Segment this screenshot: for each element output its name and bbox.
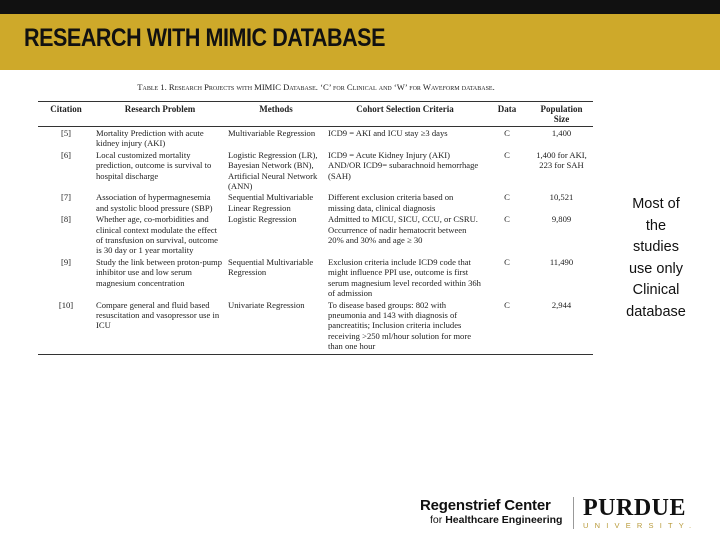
side-note-line: Most of — [632, 196, 680, 212]
cell-cohort-criteria: Exclusion criteria include ICD9 code that might influence PPI use, outcome is first serum magnesium level recorded within 36h of admission — [328, 256, 481, 299]
table-row — [38, 299, 593, 355]
cell-cohort-criteria: ICD9 = Acute Kidney Injury (AKI) AND/OR ICD9= subarachnoid hemorrhage (SAH) — [328, 149, 479, 181]
table-row — [38, 191, 593, 213]
cell-citation: [9] — [60, 256, 72, 267]
side-note-line: Clinical — [632, 282, 680, 299]
table-header-row — [38, 102, 593, 127]
table-row — [38, 149, 593, 192]
cell-research-problem: Whether age, co-morbidities and clinical context modulate the effect of transfusion on survival, outcome is 30 day or 1 year mortality — [96, 214, 218, 256]
table-row — [38, 127, 593, 149]
cell-methods: Multivariable Regression — [228, 128, 316, 138]
side-note-line: use only — [628, 260, 683, 277]
cell-methods: Sequential Multivariable Linear Regression — [228, 192, 314, 213]
cell-data: C — [504, 256, 510, 267]
cell-methods: Logistic Regression — [228, 214, 297, 225]
cell-methods: Sequential Multivariable Regression — [228, 256, 314, 278]
table-caption: Table 1. Research Projects with MIMIC Database. ‘C’ for Clinical and ‘W’ for Waveform database. — [137, 82, 495, 92]
side-note-line: studies — [633, 239, 679, 256]
logo-divider — [573, 497, 574, 529]
regenstrief-logo-line2 — [430, 514, 562, 526]
cell-cohort-criteria: Different exclusion criteria based on missing data, clinical diagnosis — [328, 192, 454, 213]
header-population-size: Population Size — [530, 102, 593, 127]
slide-title: RESEARCH WITH MIMIC DATABASE — [24, 24, 386, 52]
purdue-logo — [583, 495, 697, 530]
side-note-line: database — [626, 303, 686, 320]
cell-population-size: 10,521 — [549, 192, 574, 203]
slide-header — [0, 14, 720, 70]
table-row — [38, 213, 593, 256]
cell-population-size: 11,490 — [549, 256, 574, 267]
cell-citation: [7] — [60, 192, 72, 203]
cell-research-problem: Local customized mortality prediction, outcome is survival to hospital discharge — [96, 149, 212, 181]
cell-data: C — [504, 214, 510, 225]
cell-citation: [5] — [60, 128, 72, 138]
cell-citation: [10] — [38, 299, 94, 355]
cell-cohort-criteria: To disease based groups: 802 with pneumonia and 143 with diagnosis of pancreatitis; Inclusion criteria includes receiving >250 ml/hour solution for more than one hour — [326, 299, 484, 355]
regenstrief-logo-prefix: for — [430, 514, 443, 526]
cell-citation: [8] — [60, 214, 72, 225]
cell-citation: [6] — [60, 149, 72, 160]
header-research-problem: Research Problem — [94, 102, 226, 127]
side-note-line: the — [645, 217, 667, 234]
purdue-logo-wordmark: PURDUE — [583, 495, 686, 521]
research-table — [38, 101, 593, 355]
cell-data: C — [484, 299, 530, 355]
purdue-logo-university: UNIVERSITY. — [583, 521, 698, 530]
top-black-bar — [0, 0, 720, 14]
cell-data: C — [504, 192, 510, 203]
header-methods: Methods — [226, 102, 326, 127]
cell-research-problem: Study the link between proton-pump inhibitor use and low serum magnesium concentration — [96, 256, 223, 288]
cell-population-size: 1,400 — [551, 128, 572, 138]
regenstrief-logo-line1: Regenstrief Center — [420, 497, 551, 514]
header-citation: Citation — [38, 102, 94, 127]
regenstrief-logo-bold: Healthcare Engineering — [445, 514, 563, 526]
cell-population-size: 1,400 for AKI, 223 for SAH — [536, 149, 587, 171]
cell-research-problem: Mortality Prediction with acute kidney injury (AKI) — [96, 128, 204, 149]
header-cohort-criteria: Cohort Selection Criteria — [326, 102, 484, 127]
cell-cohort-criteria: ICD9 = AKI and ICU stay ≥3 days — [328, 128, 448, 138]
cell-data: C — [504, 149, 510, 160]
cell-population-size: 2,944 — [530, 299, 593, 355]
cell-research-problem: Association of hypermagnesemia and systolic blood pressure (SBP) — [96, 192, 213, 213]
cell-cohort-criteria: Admitted to MICU, SICU, CCU, or CSRU. Occurrence of nadir hematocrit between 20% and 30% and age ≥ 30 — [328, 214, 478, 246]
side-note — [618, 194, 694, 324]
cell-population-size: 9,809 — [551, 214, 572, 225]
cell-data: C — [504, 128, 510, 138]
cell-research-problem: Compare general and fluid based resuscitation and vasopressor use in ICU — [94, 299, 226, 355]
table-row — [38, 256, 593, 299]
header-data: Data — [484, 102, 530, 127]
regenstrief-logo — [420, 497, 562, 526]
cell-methods: Univariate Regression — [226, 299, 326, 355]
cell-methods: Logistic Regression (LR), Bayesian Network (BN), Artificial Neural Network (ANN) — [228, 149, 318, 192]
